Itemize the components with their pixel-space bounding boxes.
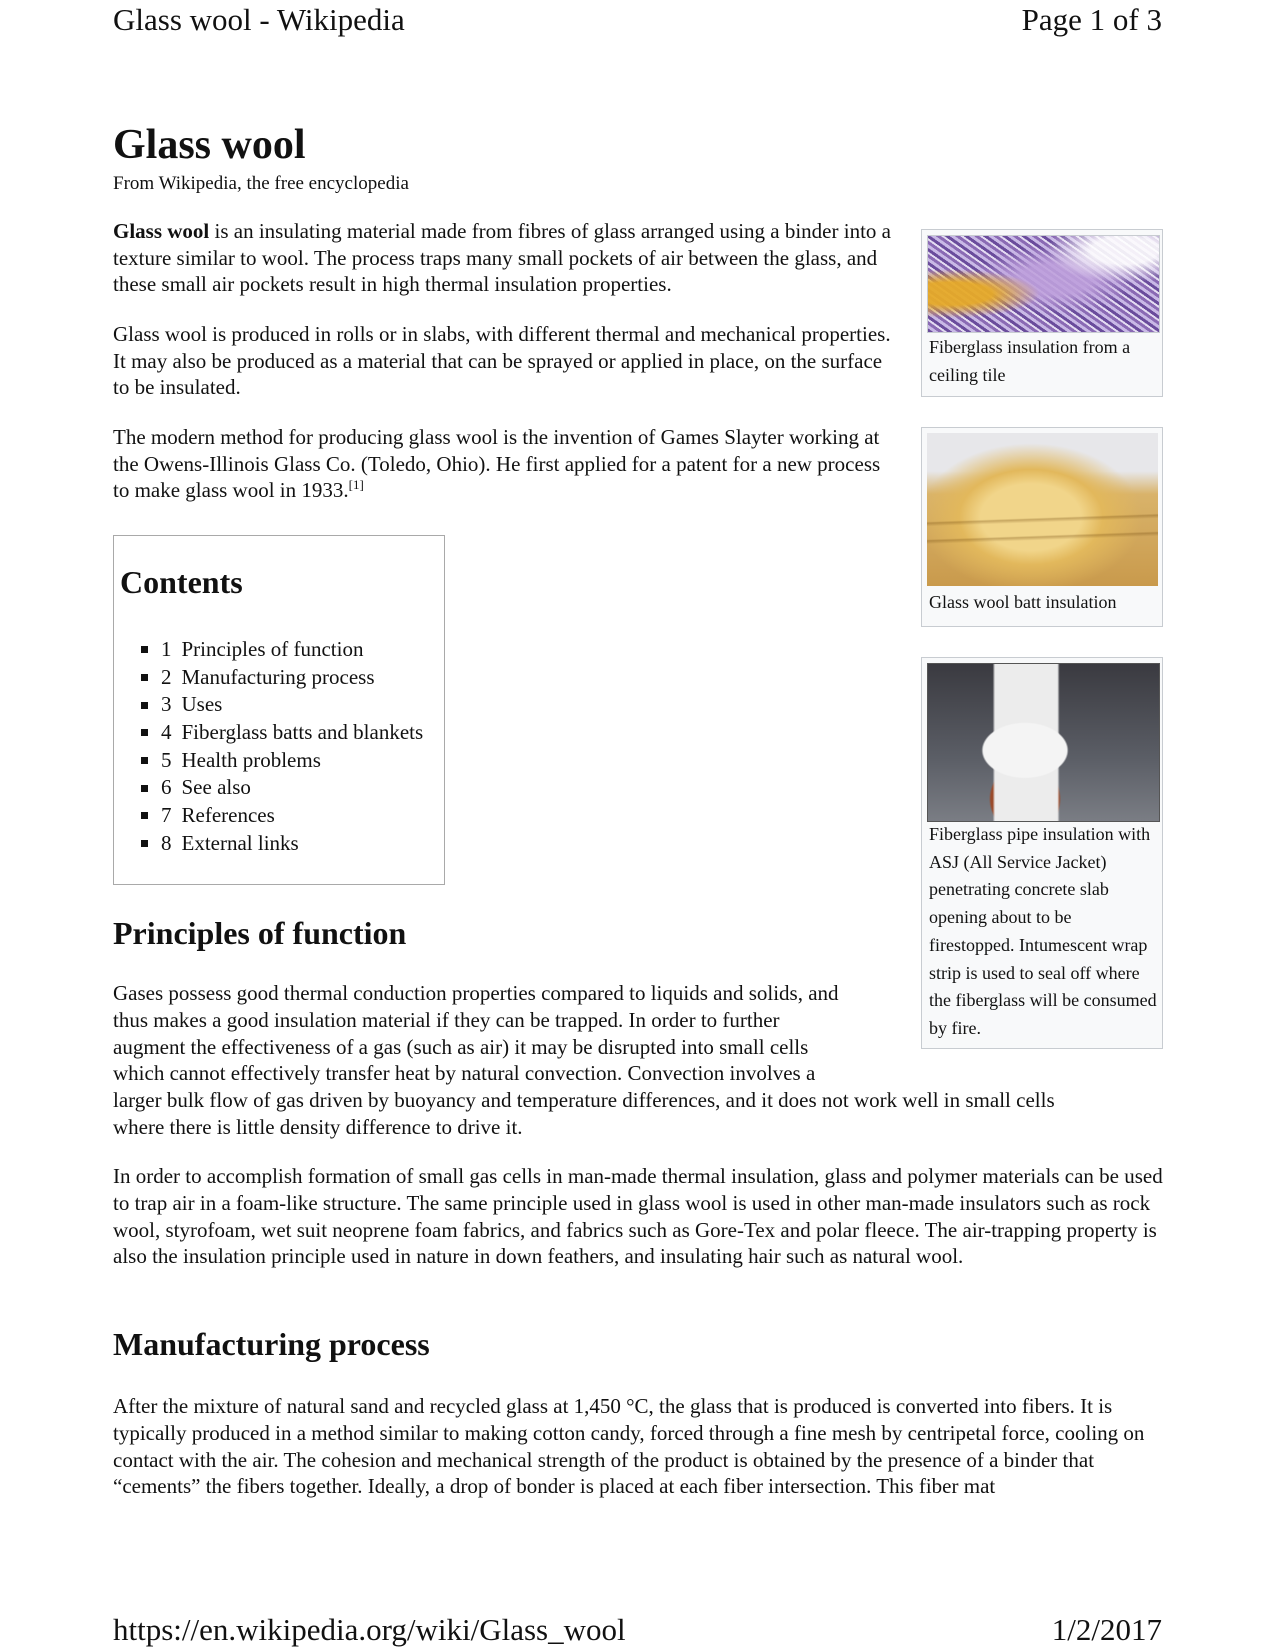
- section-heading-manufacturing: Manufacturing process: [113, 1326, 430, 1362]
- figure-caption: Glass wool batt insulation: [929, 592, 1117, 612]
- lead-paragraph-3-text: The modern method for producing glass wool is the invention of Games Slayter working at the Owens-Illinois Glass Co. (Toledo, Ohio). He first applied for a patent for a new process to make glass wool in 1933.: [113, 425, 881, 502]
- paragraph-line: Gases possess good thermal conduction properties compared to liquids and solids, and: [113, 981, 839, 1005]
- toc-item[interactable]: [141, 802, 423, 830]
- page-title: Glass wool: [113, 122, 306, 168]
- bullet-icon: [141, 729, 148, 736]
- lead-paragraph-3: [113, 424, 893, 504]
- toc-item-label: See also: [181, 775, 251, 800]
- toc-item-number: 1: [161, 637, 172, 661]
- bullet-icon: [141, 757, 148, 764]
- toc-item-number: 3: [161, 692, 172, 717]
- bullet-icon: [141, 646, 148, 653]
- paragraph-line: larger bulk flow of gas driven by buoyancy and temperature differences, and it does not work well in small cells: [113, 1088, 1055, 1113]
- toc-item[interactable]: [141, 636, 423, 664]
- toc-title: Contents: [120, 564, 243, 600]
- toc-item[interactable]: [141, 719, 423, 747]
- bullet-icon: [141, 702, 148, 709]
- paragraph-line: which cannot effectively transfer heat by natural convection. Convection involves a: [113, 1061, 816, 1086]
- print-header-page: Page 1 of 3: [1021, 2, 1162, 37]
- lead-paragraph-2: Glass wool is produced in rolls or in slabs, with different thermal and mechanical properties. It may also be produced as a material that can be sprayed or applied in place, on the surface to be insulated.: [113, 322, 891, 399]
- figure-caption: Fiberglass pipe insulation with ASJ (All Service Jacket) penetrating concrete slab opening about to be firestopped. Intumescent wrap strip is used to seal off where the fiberglass will be consumed by fire.: [929, 824, 1157, 1038]
- bullet-icon: [141, 785, 148, 792]
- table-of-contents: [113, 535, 445, 885]
- lead-paragraph-1: [113, 218, 893, 298]
- toc-item-label: Principles of function: [181, 637, 364, 661]
- toc-item-number: 7: [161, 803, 172, 828]
- lead-paragraph-1-text: is an insulating material made from fibres of glass arranged using a binder into a texture similar to wool. The process traps many small pockets of air between the glass, and these small air pockets result in high thermal insulation properties.: [113, 219, 891, 296]
- print-footer-date: 1/2/2017: [1051, 1612, 1162, 1647]
- pipe-insulation-image[interactable]: [927, 663, 1160, 822]
- toc-item-label: Fiberglass batts and blankets: [181, 720, 424, 745]
- toc-item-label: References: [181, 803, 275, 828]
- toc-item[interactable]: [141, 747, 423, 775]
- toc-item[interactable]: [141, 830, 423, 858]
- toc-item-number: 2: [161, 664, 172, 689]
- principles-paragraph-2: In order to accomplish formation of small gas cells in man-made thermal insulation, glass and polymer materials can be used to trap air in a foam-like structure. The same principle used in glass wool is used in other man-made insulators such as rock wool, styrofoam, wet suit neoprene foam fabrics, and fabrics such as Gore-Tex and polar fleece. The air-trapping property is also the insulation principle used in nature in down feathers, and insulating hair such as natural wool.: [113, 1164, 1163, 1269]
- principles-paragraph-1: [113, 980, 1163, 1141]
- toc-item-label: Health problems: [181, 747, 321, 772]
- toc-item-number: 6: [161, 775, 172, 800]
- toc-item-number: 8: [161, 830, 172, 855]
- toc-item-number: 4: [161, 720, 172, 745]
- toc-item[interactable]: [141, 691, 423, 719]
- site-tagline: From Wikipedia, the free encyclopedia: [113, 173, 409, 194]
- toc-list: [141, 636, 423, 858]
- reference-link[interactable]: [1]: [348, 477, 364, 492]
- paragraph-line: thus makes a good insulation material if they can be trapped. In order to further: [113, 1007, 780, 1032]
- figure-batt-insulation: [921, 427, 1163, 627]
- print-header-title: Glass wool - Wikipedia: [113, 2, 405, 37]
- lead-term: Glass wool: [113, 219, 210, 243]
- figure-caption: Fiberglass insulation from a ceiling tile: [929, 337, 1131, 385]
- toc-item-label: External links: [181, 830, 299, 855]
- figure-ceiling-tile: [921, 229, 1163, 397]
- bullet-icon: [141, 840, 148, 847]
- print-footer: [113, 1614, 1162, 1645]
- section-heading-principles: Principles of function: [113, 915, 407, 951]
- glass-wool-batt-image[interactable]: [927, 433, 1158, 586]
- bullet-icon: [141, 812, 148, 819]
- fiberglass-ceiling-tile-image[interactable]: [927, 235, 1160, 333]
- toc-item[interactable]: [141, 774, 423, 802]
- manufacturing-paragraph-1: After the mixture of natural sand and recycled glass at 1,450 °C, the glass that is produced is converted into fibers. It is typically produced in a method similar to making cotton candy, forced through a fine mesh by centripetal force, cooling on contact with the air. The cohesion and mechanical strength of the product is obtained by the presence of a binder that “cements” the fibers together. Ideally, a drop of bonder is placed at each fiber intersection. This fiber mat: [113, 1394, 1145, 1499]
- toc-item[interactable]: [141, 664, 423, 692]
- bullet-icon: [141, 674, 148, 681]
- paragraph-line: where there is little density difference to drive it.: [113, 1114, 523, 1139]
- toc-item-number: 5: [161, 747, 172, 772]
- paragraph-line: augment the effectiveness of a gas (such as air) it may be disrupted into small cells: [113, 1034, 809, 1059]
- print-header: [113, 4, 1162, 35]
- toc-item-label: Manufacturing process: [181, 664, 375, 689]
- toc-item-label: Uses: [181, 692, 223, 717]
- print-footer-url[interactable]: https://en.wikipedia.org/wiki/Glass_wool: [113, 1612, 626, 1647]
